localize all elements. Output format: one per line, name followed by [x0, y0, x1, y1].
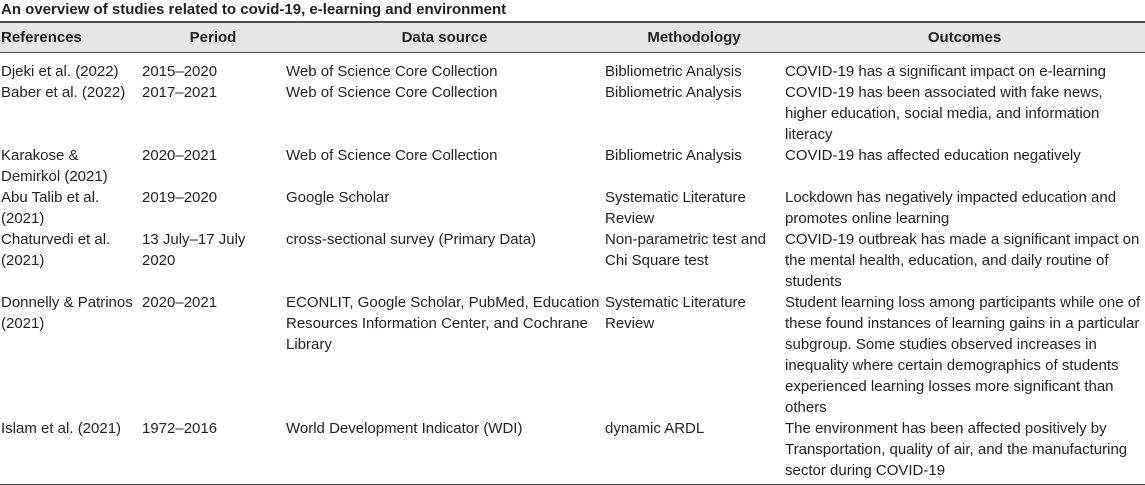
header-references: References	[1, 29, 82, 46]
cell-outcomes: COVID-19 has a significant impact on e-learning	[785, 63, 1106, 80]
cell-methodology: dynamic ARDL	[605, 420, 705, 437]
cell-outcomes: COVID-19 has been associated with fake news, higher education, social media, and information literacy	[785, 84, 1103, 143]
cell-methodology: Bibliometric Analysis	[605, 63, 742, 80]
cell-references: Baber et al. (2022)	[1, 84, 126, 101]
cell-outcomes: Lockdown has negatively impacted education and promotes online learning	[785, 189, 1117, 227]
table-row	[0, 418, 1145, 485]
cell-period: 2019–2020	[142, 189, 218, 206]
cell-references: Abu Talib et al. (2021)	[1, 189, 100, 227]
header-row	[0, 22, 1145, 53]
cell-methodology: Bibliometric Analysis	[605, 84, 742, 101]
cell-period: 13 July–17 July 2020	[142, 231, 246, 269]
table-row	[0, 187, 1145, 229]
cell-data-source: Google Scholar	[286, 189, 390, 206]
cell-period: 2015–2020	[142, 63, 218, 80]
table-row	[0, 53, 1145, 83]
cell-data-source: Web of Science Core Collection	[286, 84, 498, 101]
studies-table	[0, 21, 1145, 485]
cell-methodology: Non-parametric test and Chi Square test	[605, 231, 766, 269]
cell-references: Islam et al. (2021)	[1, 420, 122, 437]
cell-data-source: Web of Science Core Collection	[286, 147, 498, 164]
header-data-source: Data source	[401, 29, 488, 46]
cell-references: Chaturvedi et al. (2021)	[1, 231, 111, 269]
table-row	[0, 82, 1145, 145]
cell-period: 2017–2021	[142, 84, 218, 101]
cell-data-source: Web of Science Core Collection	[286, 63, 498, 80]
header-methodology: Methodology	[647, 29, 741, 46]
cell-methodology: Systematic Literature Review	[605, 189, 746, 227]
table-row	[0, 292, 1145, 418]
table-row	[0, 229, 1145, 292]
cell-methodology: Bibliometric Analysis	[605, 147, 742, 164]
cell-period: 2020–2021	[142, 147, 218, 164]
cell-references: Karakose & Demirkol (2021)	[1, 147, 108, 185]
cell-references: Djeki et al. (2022)	[1, 63, 119, 80]
table-row	[0, 145, 1145, 187]
cell-period: 1972–2016	[142, 420, 218, 437]
cell-outcomes: COVID-19 outbreak has made a significant impact on the mental health, education, and daily routine of students	[785, 231, 1140, 290]
cell-methodology: Systematic Literature Review	[605, 294, 746, 332]
cell-outcomes: COVID-19 has affected education negatively	[785, 147, 1081, 164]
cell-data-source: ECONLIT, Google Scholar, PubMed, Education Resources Information Center, and Cochrane Library	[286, 294, 600, 353]
cell-outcomes: Student learning loss among participants while one of these found instances of learning gains in a particular subgroup. Some studies observed increases in inequality where certain demographics of students experienced learning losses more significant than others	[785, 294, 1141, 416]
cell-references: Donnelly & Patrinos (2021)	[1, 294, 133, 332]
header-outcomes: Outcomes	[927, 29, 1002, 46]
header-period: Period	[189, 29, 237, 46]
cell-data-source: cross-sectional survey (Primary Data)	[286, 231, 537, 248]
cell-data-source: World Development Indicator (WDI)	[286, 420, 523, 437]
cell-outcomes: The environment has been affected positively by Transportation, quality of air, and the manufacturing sector during COVID-19	[785, 420, 1128, 479]
table-caption: An overview of studies related to covid-19, e-learning and environment	[1, 1, 507, 18]
cell-period: 2020–2021	[142, 294, 218, 311]
